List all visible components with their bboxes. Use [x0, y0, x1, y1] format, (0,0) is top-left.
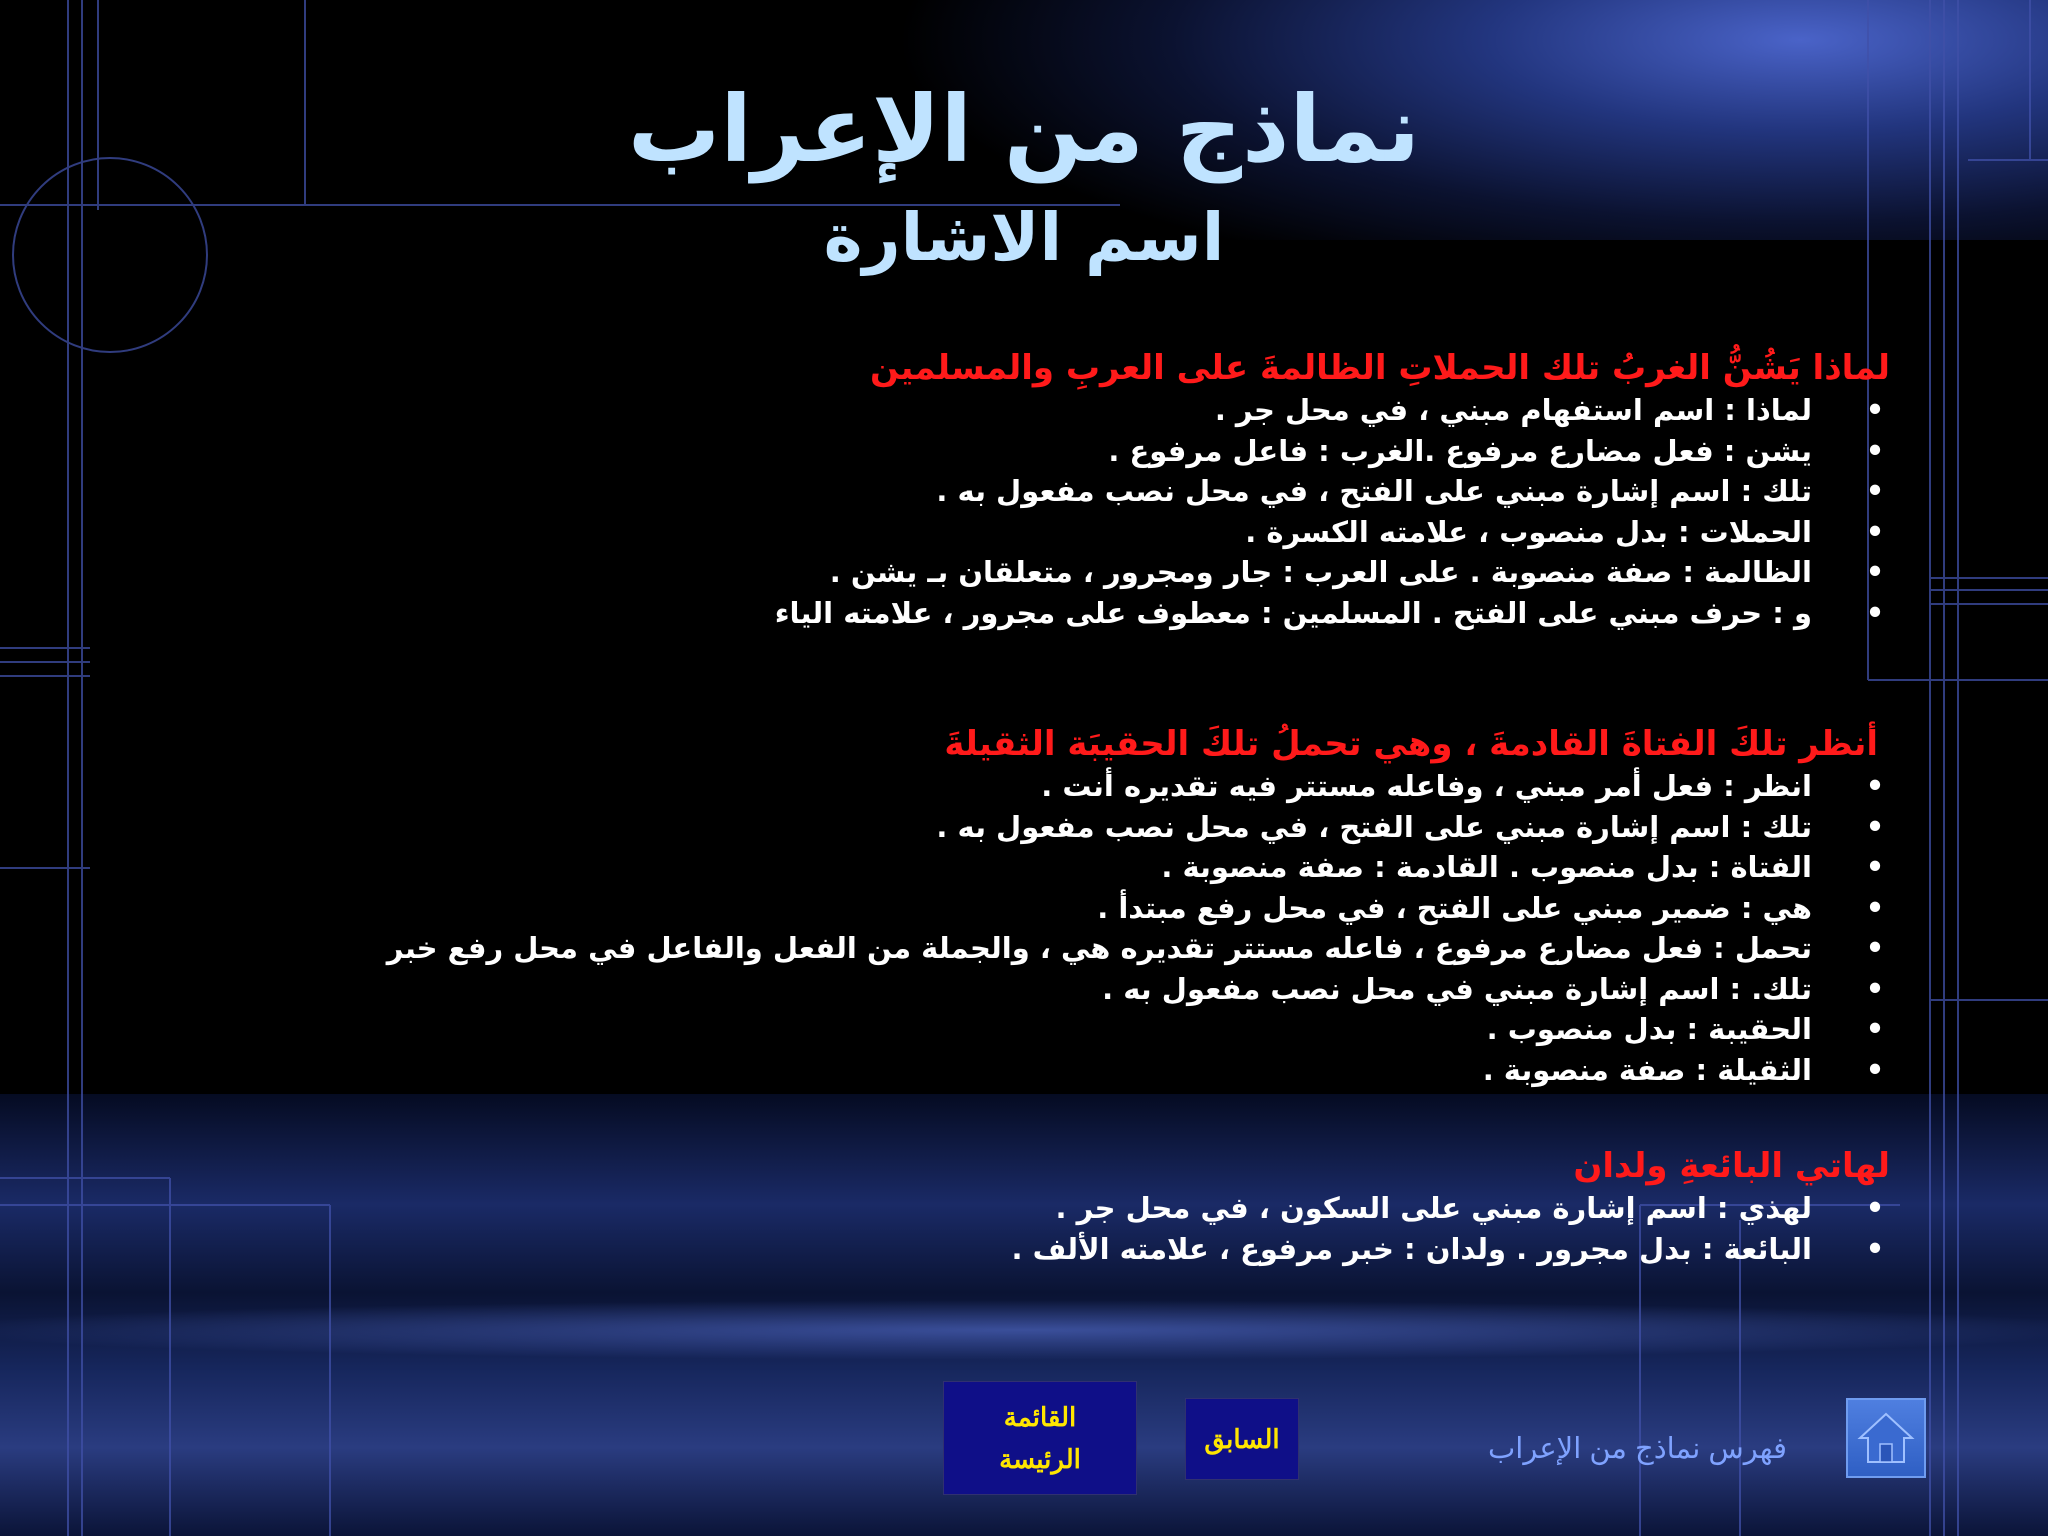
list-item-text: و : حرف مبني على الفتح . المسلمين : معطوف على مجرور ، علامته الياء — [774, 595, 1812, 630]
list-item — [387, 766, 1890, 807]
list-item — [1011, 1188, 1890, 1229]
list-item — [387, 807, 1890, 848]
list-item-text: تلك : اسم إشارة مبني على الفتح ، في محل نصب مفعول به . — [936, 474, 1812, 508]
list-item-text: الثقيلة : صفة منصوبة . — [1482, 1052, 1812, 1087]
parsing-list — [387, 766, 1890, 1090]
list-item — [775, 552, 1890, 593]
example-sentence-heading: لهاتي البائعةِ ولدان — [1573, 1146, 1890, 1186]
list-item-text: لهذي : اسم إشارة مبني على السكون ، في محل جر . — [1055, 1191, 1812, 1225]
list-item-text: يشن : فعل مضارع مرفوع .الغرب : فاعل مرفوع . — [1108, 433, 1812, 468]
list-item-text: الحقيبة : بدل منصوب . — [1486, 1012, 1812, 1046]
bullet-icon: • — [1865, 1052, 1885, 1087]
list-item — [387, 928, 1890, 969]
list-item — [775, 431, 1890, 472]
bullet-icon: • — [1865, 433, 1885, 468]
background-glow-band — [0, 1300, 2048, 1360]
slide-title: نماذج من الإعراب — [627, 76, 1421, 183]
previous-button-label: السابق — [1204, 1423, 1280, 1454]
example-sentence-heading: لماذا يَشُنُّ الغربُ تلك الحملاتِ الظالمةَ على العربِ والمسلمين — [869, 348, 1890, 388]
list-item-text: تحمل : فعل مضارع مرفوع ، فاعله مستتر تقديره هي ، والجملة من الفعل والفاعل في محل رفع خبر — [386, 931, 1812, 965]
example-section-1 — [775, 346, 1890, 633]
bullet-icon: • — [1865, 890, 1885, 925]
list-item — [387, 847, 1890, 888]
example-section-2 — [386, 722, 1885, 1090]
bullet-icon: • — [1865, 393, 1885, 427]
list-item-text: انظر : فعل أمر مبني ، وفاعله مستتر فيه تقديره أنت . — [1041, 769, 1812, 803]
list-item — [775, 471, 1890, 512]
list-item-text: تلك. : اسم إشارة مبني في محل نصب مفعول به . — [1102, 971, 1812, 1006]
previous-button[interactable] — [1185, 1398, 1299, 1480]
list-item — [775, 390, 1890, 431]
example-section-3 — [1011, 1144, 1890, 1269]
bullet-icon: • — [1865, 971, 1885, 1006]
slide-subtitle: اسم الاشارة — [823, 199, 1225, 276]
list-item-text: البائعة : بدل مجرور . ولدان : خبر مرفوع ، علامته الألف . — [1011, 1231, 1812, 1266]
bullet-icon: • — [1865, 1231, 1885, 1266]
main-menu-label-line1: القائمة — [1003, 1402, 1077, 1432]
list-item — [387, 1050, 1890, 1091]
parsing-list — [775, 390, 1890, 633]
list-item-text: هي : ضمير مبني على الفتح ، في محل رفع مبتدأ . — [1097, 890, 1812, 925]
bullet-icon: • — [1865, 1191, 1885, 1225]
list-item — [387, 888, 1890, 929]
main-menu-button[interactable] — [943, 1381, 1137, 1495]
example-sentence-heading: أنظر تلكَ الفتاةَ القادمةَ ، وهي تحملُ تلكَ الحقيبَة الثقيلةَ — [944, 724, 1878, 764]
home-button[interactable] — [1846, 1398, 1926, 1478]
list-item-text: تلك : اسم إشارة مبني على الفتح ، في محل نصب مفعول به . — [936, 809, 1812, 844]
bullet-icon: • — [1865, 809, 1885, 844]
bullet-icon: • — [1865, 931, 1885, 965]
bullet-icon: • — [1865, 1012, 1885, 1046]
bullet-icon: • — [1865, 769, 1885, 803]
bullet-icon: • — [1865, 474, 1885, 508]
list-item — [387, 1009, 1890, 1050]
bullet-icon: • — [1865, 850, 1885, 884]
index-link[interactable]: فهرس نماذج من الإعراب — [1488, 1433, 1787, 1465]
bullet-icon: • — [1865, 555, 1885, 589]
parsing-list — [1011, 1188, 1890, 1269]
list-item — [775, 512, 1890, 553]
list-item-text: الفتاة : بدل منصوب . القادمة : صفة منصوبة . — [1161, 850, 1812, 884]
bullet-icon: • — [1865, 514, 1885, 549]
home-icon — [1848, 1400, 1924, 1476]
main-menu-label-line2: الرئيسة — [999, 1444, 1081, 1474]
list-item-text: الحملات : بدل منصوب ، علامته الكسرة . — [1245, 514, 1812, 549]
bullet-icon: • — [1865, 595, 1885, 630]
list-item — [775, 593, 1890, 634]
list-item — [387, 969, 1890, 1010]
list-item-text: لماذا : اسم استفهام مبني ، في محل جر . — [1214, 393, 1812, 427]
list-item-text: الظالمة : صفة منصوبة . على العرب : جار ومجرور ، متعلقان بـ يشن . — [829, 555, 1812, 589]
list-item — [1011, 1229, 1890, 1270]
